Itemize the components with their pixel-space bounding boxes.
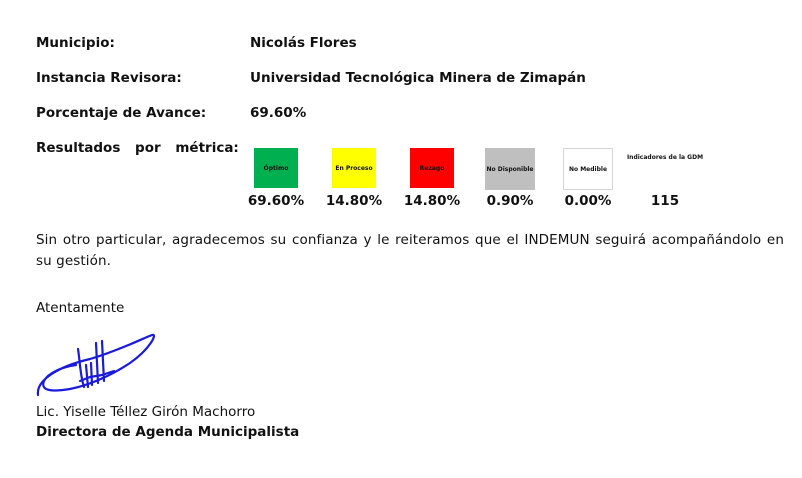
metric-indicadores-value: 115: [650, 193, 680, 209]
metric-no-medible-label: No Medible: [568, 165, 608, 173]
municipio-value: Nicolás Flores: [250, 35, 357, 51]
metric-no-disponible-label: No Disponible: [486, 165, 534, 173]
avance-value: 69.60%: [250, 105, 307, 121]
signature-stroke-3: [91, 363, 92, 385]
metric-optimo-label: Óptimo: [263, 164, 289, 172]
metric-rezago-swatch: [410, 148, 454, 188]
body-paragraph: Sin otro particular, agradecemos su confianza y le reiteramos que el INDEMUN seguirá acompañándolo en su gestión.: [36, 232, 784, 269]
municipio-label: Municipio:: [36, 35, 115, 51]
signer-title: Directora de Agenda Municipalista: [36, 424, 300, 440]
resultados-label: Resultados por métrica:: [36, 140, 239, 156]
handwritten-signature: [34, 325, 164, 403]
metric-no-medible-value: 0.00%: [564, 193, 612, 209]
avance-label: Porcentaje de Avance:: [36, 105, 207, 121]
metric-rezago-value: 14.80%: [403, 193, 461, 209]
metric-optimo-value: 69.60%: [247, 193, 305, 209]
metric-no-disponible-value: 0.90%: [486, 193, 534, 209]
metric-en-proceso-label: En Proceso: [335, 164, 373, 172]
instancia-label: Instancia Revisora:: [36, 70, 182, 86]
metric-no-medible-swatch: [563, 148, 613, 190]
instancia-value: Universidad Tecnológica Minera de Zimapán: [250, 70, 586, 86]
metric-en-proceso-swatch: [332, 148, 376, 188]
closing-text: Atentamente: [36, 300, 125, 316]
metric-indicadores-label: Indicadores de la GDM: [626, 154, 704, 161]
metric-optimo-swatch: [254, 148, 298, 188]
metric-no-disponible-swatch: [485, 148, 535, 190]
signer-name: Lic. Yiselle Téllez Girón Machorro: [36, 404, 256, 420]
metric-rezago-label: Rezago: [419, 164, 445, 172]
metric-en-proceso-value: 14.80%: [325, 193, 383, 209]
